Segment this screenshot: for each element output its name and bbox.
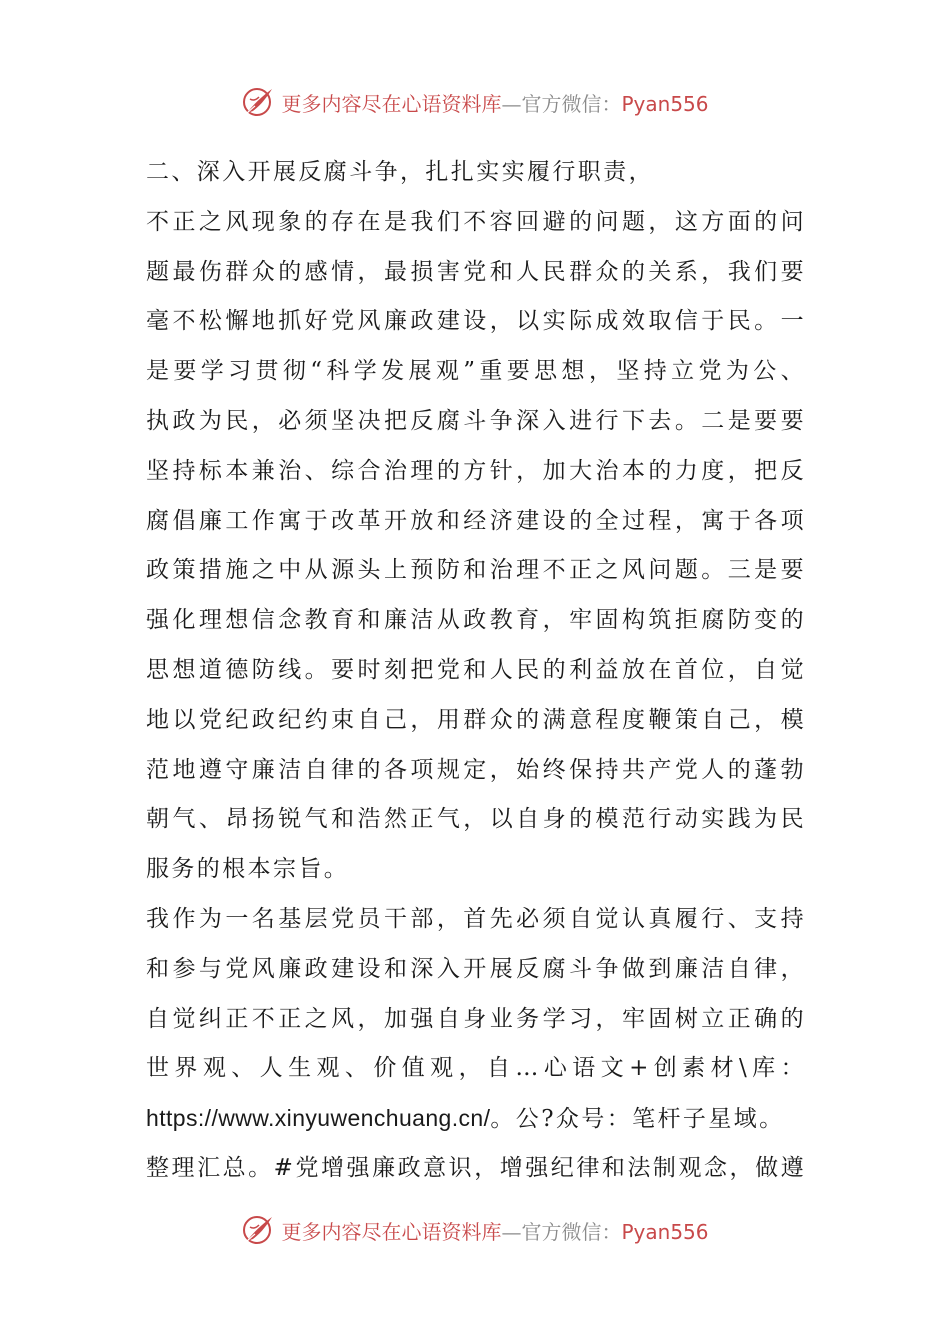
paragraph-line: 坚持标本兼治、综合治理的方针，加大治本的力度，把反 bbox=[146, 457, 806, 484]
section-heading: 二、深入开展反腐斗争，扎扎实实履行职责， bbox=[146, 159, 654, 185]
quill-logo-icon bbox=[241, 85, 275, 119]
paragraph-line: 执政为民，必须坚决把反腐斗争深入进行下去。二是要要 bbox=[146, 407, 806, 434]
banner-separator: — bbox=[501, 91, 522, 116]
url-line bbox=[146, 1094, 806, 1144]
banner-brand: 更多内容尽在心语资料库 bbox=[281, 91, 502, 116]
paragraph-line: 和参与党风廉政建设和深入开展反腐斗争做到廉洁自律， bbox=[146, 955, 806, 982]
paragraph-line: 强化理想信念教育和廉洁从政教育，牢固构筑拒腐防变的 bbox=[146, 607, 806, 634]
paragraph-line: 范地遵守廉洁自律的各项规定，始终保持共产党人的蓬勃 bbox=[146, 756, 806, 783]
paragraph-line: 是要学习贯彻“科学发展观”重要思想，坚持立党为公、 bbox=[146, 358, 806, 385]
banner-wechat-id: Pyan556 bbox=[621, 1219, 709, 1244]
banner-text bbox=[281, 1216, 708, 1245]
paragraph-line: 不正之风现象的存在是我们不容回避的问题，这方面的问 bbox=[146, 208, 806, 235]
paragraph-line: 我作为一名基层党员干部，首先必须自觉认真履行、支持 bbox=[146, 905, 806, 932]
quill-logo-icon bbox=[241, 1213, 275, 1247]
paragraph-line: 毫不松懈地抓好党风廉政建设，以实际成效取信于民。一 bbox=[146, 308, 806, 335]
paragraph-line: 题最伤群众的感情，最损害党和人民群众的关系，我们要 bbox=[146, 258, 806, 285]
header-banner bbox=[0, 82, 950, 122]
banner-wechat-id: Pyan556 bbox=[621, 91, 709, 116]
banner-separator: — bbox=[501, 1219, 522, 1244]
footer-banner-content bbox=[241, 1213, 708, 1247]
paragraph-line: 地以党纪政纪约束自己，用群众的满意程度鞭策自己，模 bbox=[146, 706, 806, 733]
paragraph-line: 思想道德防线。要时刻把党和人民的利益放在首位，自觉 bbox=[146, 656, 806, 683]
paragraph-line: 整理汇总。#党增强廉政意识，增强纪律和法制观念，做遵 bbox=[146, 1154, 806, 1181]
source-url-link[interactable]: https://www.xinyuwenchuang.cn/ bbox=[146, 1105, 491, 1132]
paragraph-line: 服务的根本宗旨。 bbox=[146, 856, 350, 883]
document-body bbox=[146, 148, 806, 1194]
banner-text bbox=[281, 88, 708, 117]
paragraph-line: 政策措施之中从源头上预防和治理不正之风问题。三是要 bbox=[146, 557, 806, 584]
banner-official-label: 官方微信： bbox=[521, 91, 622, 116]
banner-official-label: 官方微信： bbox=[521, 1219, 622, 1244]
header-banner-content bbox=[241, 85, 708, 119]
url-line-suffix: 。公?众号：笔杆子星域。 bbox=[490, 1106, 785, 1133]
paragraph-line: 朝气、昂扬锐气和浩然正气，以自身的模范行动实践为民 bbox=[146, 806, 806, 833]
paragraph-line: 腐倡廉工作寓于改革开放和经济建设的全过程，寓于各项 bbox=[146, 507, 806, 534]
paragraph-line: 自觉纠正不正之风，加强自身业务学习，牢固树立正确的 bbox=[146, 1005, 806, 1032]
banner-brand: 更多内容尽在心语资料库 bbox=[281, 1219, 502, 1244]
footer-banner bbox=[0, 1210, 950, 1250]
paragraph-line: 世界观、人生观、价值观，自…心语文+创素材\库： bbox=[146, 1055, 806, 1082]
